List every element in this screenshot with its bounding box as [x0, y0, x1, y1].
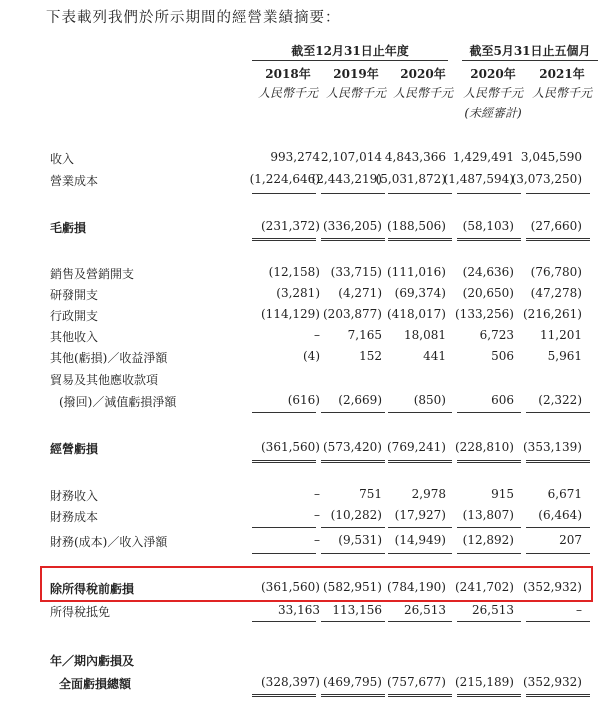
double-underline — [457, 238, 521, 241]
row-value: 26,513 — [404, 603, 446, 617]
table-row — [0, 328, 607, 346]
double-underline — [388, 694, 452, 697]
row-value: 18,081 — [404, 328, 446, 342]
underline — [526, 621, 590, 622]
double-underline — [388, 238, 452, 241]
row-value: – — [314, 328, 320, 342]
underline — [388, 412, 452, 413]
col-year: 2021年 — [539, 67, 585, 81]
underline — [388, 621, 452, 622]
row-value: (353,139) — [523, 440, 582, 454]
row-value: (769,241) — [387, 440, 446, 454]
row-value: (784,190) — [387, 580, 446, 594]
double-underline — [388, 460, 452, 463]
underline — [388, 527, 452, 528]
row-value: (4,271) — [338, 286, 382, 300]
row-label: 銷售及營銷開支 — [50, 267, 135, 281]
row-value: (111,016) — [387, 265, 446, 279]
underline — [457, 553, 521, 554]
row-value: (20,650) — [462, 286, 514, 300]
row-value: 6,723 — [479, 328, 514, 342]
row-value: (469,795) — [323, 675, 382, 689]
double-underline — [252, 694, 316, 697]
double-underline — [321, 460, 385, 463]
underline — [526, 527, 590, 528]
row-value: (14,949) — [394, 533, 446, 547]
row-value: (12,892) — [462, 533, 514, 547]
table-row — [0, 286, 607, 304]
row-value: (241,702) — [455, 580, 514, 594]
table-row — [0, 393, 607, 411]
row-value: 7,165 — [347, 328, 382, 342]
row-value: (582,951) — [323, 580, 382, 594]
double-underline — [321, 238, 385, 241]
row-label: 經營虧損 — [50, 442, 99, 456]
row-label: (撥回)／減值虧損淨額 — [59, 395, 177, 409]
table-row — [0, 603, 607, 621]
row-value: 26,513 — [472, 603, 514, 617]
row-value: (13,807) — [462, 508, 514, 522]
row-value: (1,224,646) — [249, 172, 320, 186]
double-underline — [526, 694, 590, 697]
row-value: (188,506) — [387, 219, 446, 233]
row-label: 所得稅抵免 — [50, 605, 111, 619]
table-row — [0, 487, 607, 505]
row-label: 財務(成本)／收入淨額 — [50, 535, 168, 549]
row-value: (3,281) — [276, 286, 320, 300]
row-value: (418,017) — [387, 307, 446, 321]
row-value: (114,129) — [261, 307, 320, 321]
row-value: (47,278) — [530, 286, 582, 300]
table-row — [0, 219, 607, 237]
col-year: 2018年 — [265, 67, 311, 81]
row-value: 2,107,014 — [320, 150, 382, 164]
double-underline — [252, 460, 316, 463]
row-value: (2,322) — [538, 393, 582, 407]
row-value: 3,045,590 — [520, 150, 582, 164]
row-value: (336,205) — [323, 219, 382, 233]
double-underline — [321, 694, 385, 697]
row-value: 6,671 — [547, 487, 582, 501]
col-unit: 人民幣千元 — [257, 86, 318, 100]
table-row — [0, 349, 607, 367]
underline — [321, 412, 385, 413]
row-value: 5,961 — [547, 349, 582, 363]
row-label: 其他(虧損)／收益淨額 — [50, 351, 168, 365]
underline — [252, 553, 316, 554]
col-unit: 人民幣千元 — [462, 86, 523, 100]
col-year: 2020年 — [400, 67, 446, 81]
row-label: 全面虧損總額 — [59, 677, 132, 691]
table-row — [0, 371, 607, 389]
row-label: 毛虧損 — [50, 221, 87, 235]
table-row — [0, 675, 607, 693]
row-value: 152 — [359, 349, 382, 363]
underline — [252, 527, 316, 528]
underline — [252, 621, 316, 622]
double-underline — [457, 460, 521, 463]
row-value: (76,780) — [530, 265, 582, 279]
row-value: (228,810) — [455, 440, 514, 454]
table-row — [0, 307, 607, 325]
double-underline — [526, 460, 590, 463]
table-row — [0, 508, 607, 526]
table-row — [0, 265, 607, 283]
underline — [457, 621, 521, 622]
intro-text: 下表載列我們於所示期間的經營業績摘要： — [46, 10, 341, 26]
col-year: 2019年 — [333, 67, 379, 81]
underline — [321, 193, 385, 194]
row-value: (10,282) — [330, 508, 382, 522]
row-value: 1,429,491 — [452, 150, 514, 164]
row-value: (231,372) — [261, 219, 320, 233]
row-value: (850) — [413, 393, 446, 407]
row-value: (203,877) — [323, 307, 382, 321]
table-row — [0, 652, 607, 670]
row-value: 993,274 — [270, 150, 320, 164]
underline — [388, 193, 452, 194]
row-value: (616) — [287, 393, 320, 407]
row-value: (215,189) — [455, 675, 514, 689]
row-value: 506 — [491, 349, 514, 363]
table-row — [0, 150, 607, 168]
col-unit: 人民幣千元 — [531, 86, 592, 100]
underline — [388, 553, 452, 554]
underline — [321, 621, 385, 622]
row-value: (9,531) — [338, 533, 382, 547]
row-label: 年／期內虧損及 — [50, 654, 135, 668]
row-label: 財務收入 — [50, 489, 99, 503]
row-value: (5,031,872) — [375, 172, 446, 186]
row-value: 4,843,366 — [384, 150, 446, 164]
row-value: (1,487,594) — [443, 172, 514, 186]
row-value: (27,660) — [530, 219, 582, 233]
underline — [321, 553, 385, 554]
row-value: (69,374) — [394, 286, 446, 300]
row-value: (573,420) — [323, 440, 382, 454]
row-value: (2,443,219) — [311, 172, 382, 186]
row-value: (58,103) — [462, 219, 514, 233]
row-value: (352,932) — [523, 580, 582, 594]
header-group-5m: 截至5月31日止五個月 — [469, 44, 591, 58]
row-value: – — [576, 603, 582, 617]
underline — [457, 412, 521, 413]
row-value: – — [314, 508, 320, 522]
row-value: (4) — [303, 349, 320, 363]
row-value: 915 — [491, 487, 514, 501]
row-label: 行政開支 — [50, 309, 99, 323]
row-label: 營業成本 — [50, 174, 99, 188]
row-value: – — [314, 487, 320, 501]
header-group-fy: 截至12月31日止年度 — [291, 44, 409, 58]
col-unit: 人民幣千元 — [392, 86, 453, 100]
row-label: 除所得稅前虧損 — [50, 582, 135, 596]
underline — [252, 193, 316, 194]
col-unit: 人民幣千元 — [325, 86, 386, 100]
row-value: 113,156 — [332, 603, 382, 617]
underline — [457, 527, 521, 528]
row-value: (12,158) — [268, 265, 320, 279]
underline — [457, 193, 521, 194]
double-underline — [252, 238, 316, 241]
row-label: 研發開支 — [50, 288, 99, 302]
row-value: (3,073,250) — [511, 172, 582, 186]
row-value: (361,560) — [261, 440, 320, 454]
row-value: 207 — [559, 533, 582, 547]
row-value: (2,669) — [338, 393, 382, 407]
row-value: (328,397) — [261, 675, 320, 689]
row-value: 606 — [491, 393, 514, 407]
row-label: 貿易及其他應收款項 — [50, 373, 159, 387]
table-row — [0, 440, 607, 458]
underline — [252, 412, 316, 413]
row-value: (17,927) — [394, 508, 446, 522]
row-value: – — [314, 533, 320, 547]
row-label: 其他收入 — [50, 330, 99, 344]
col-note-unaudited: (未經審計) — [464, 106, 522, 120]
row-value: 2,978 — [411, 487, 446, 501]
double-underline — [526, 238, 590, 241]
row-value: (352,932) — [523, 675, 582, 689]
row-value: (24,636) — [462, 265, 514, 279]
row-value: 33,163 — [278, 603, 320, 617]
row-value: (33,715) — [330, 265, 382, 279]
row-value: (361,560) — [261, 580, 320, 594]
col-year: 2020年 — [470, 67, 516, 81]
row-value: (216,261) — [523, 307, 582, 321]
highlight-box — [40, 566, 593, 602]
row-value: (133,256) — [455, 307, 514, 321]
table-row — [0, 172, 607, 190]
row-label: 財務成本 — [50, 510, 99, 524]
header-group-5m-rule — [462, 60, 598, 61]
row-value: (757,677) — [387, 675, 446, 689]
row-value: 751 — [359, 487, 382, 501]
row-value: 11,201 — [540, 328, 582, 342]
row-value: 441 — [423, 349, 446, 363]
underline — [526, 193, 590, 194]
row-label: 收入 — [50, 152, 75, 166]
underline — [321, 527, 385, 528]
double-underline — [457, 694, 521, 697]
header-group-fy-rule — [252, 60, 448, 61]
underline — [526, 553, 590, 554]
row-value: (6,464) — [538, 508, 582, 522]
underline — [526, 412, 590, 413]
table-row — [0, 533, 607, 551]
